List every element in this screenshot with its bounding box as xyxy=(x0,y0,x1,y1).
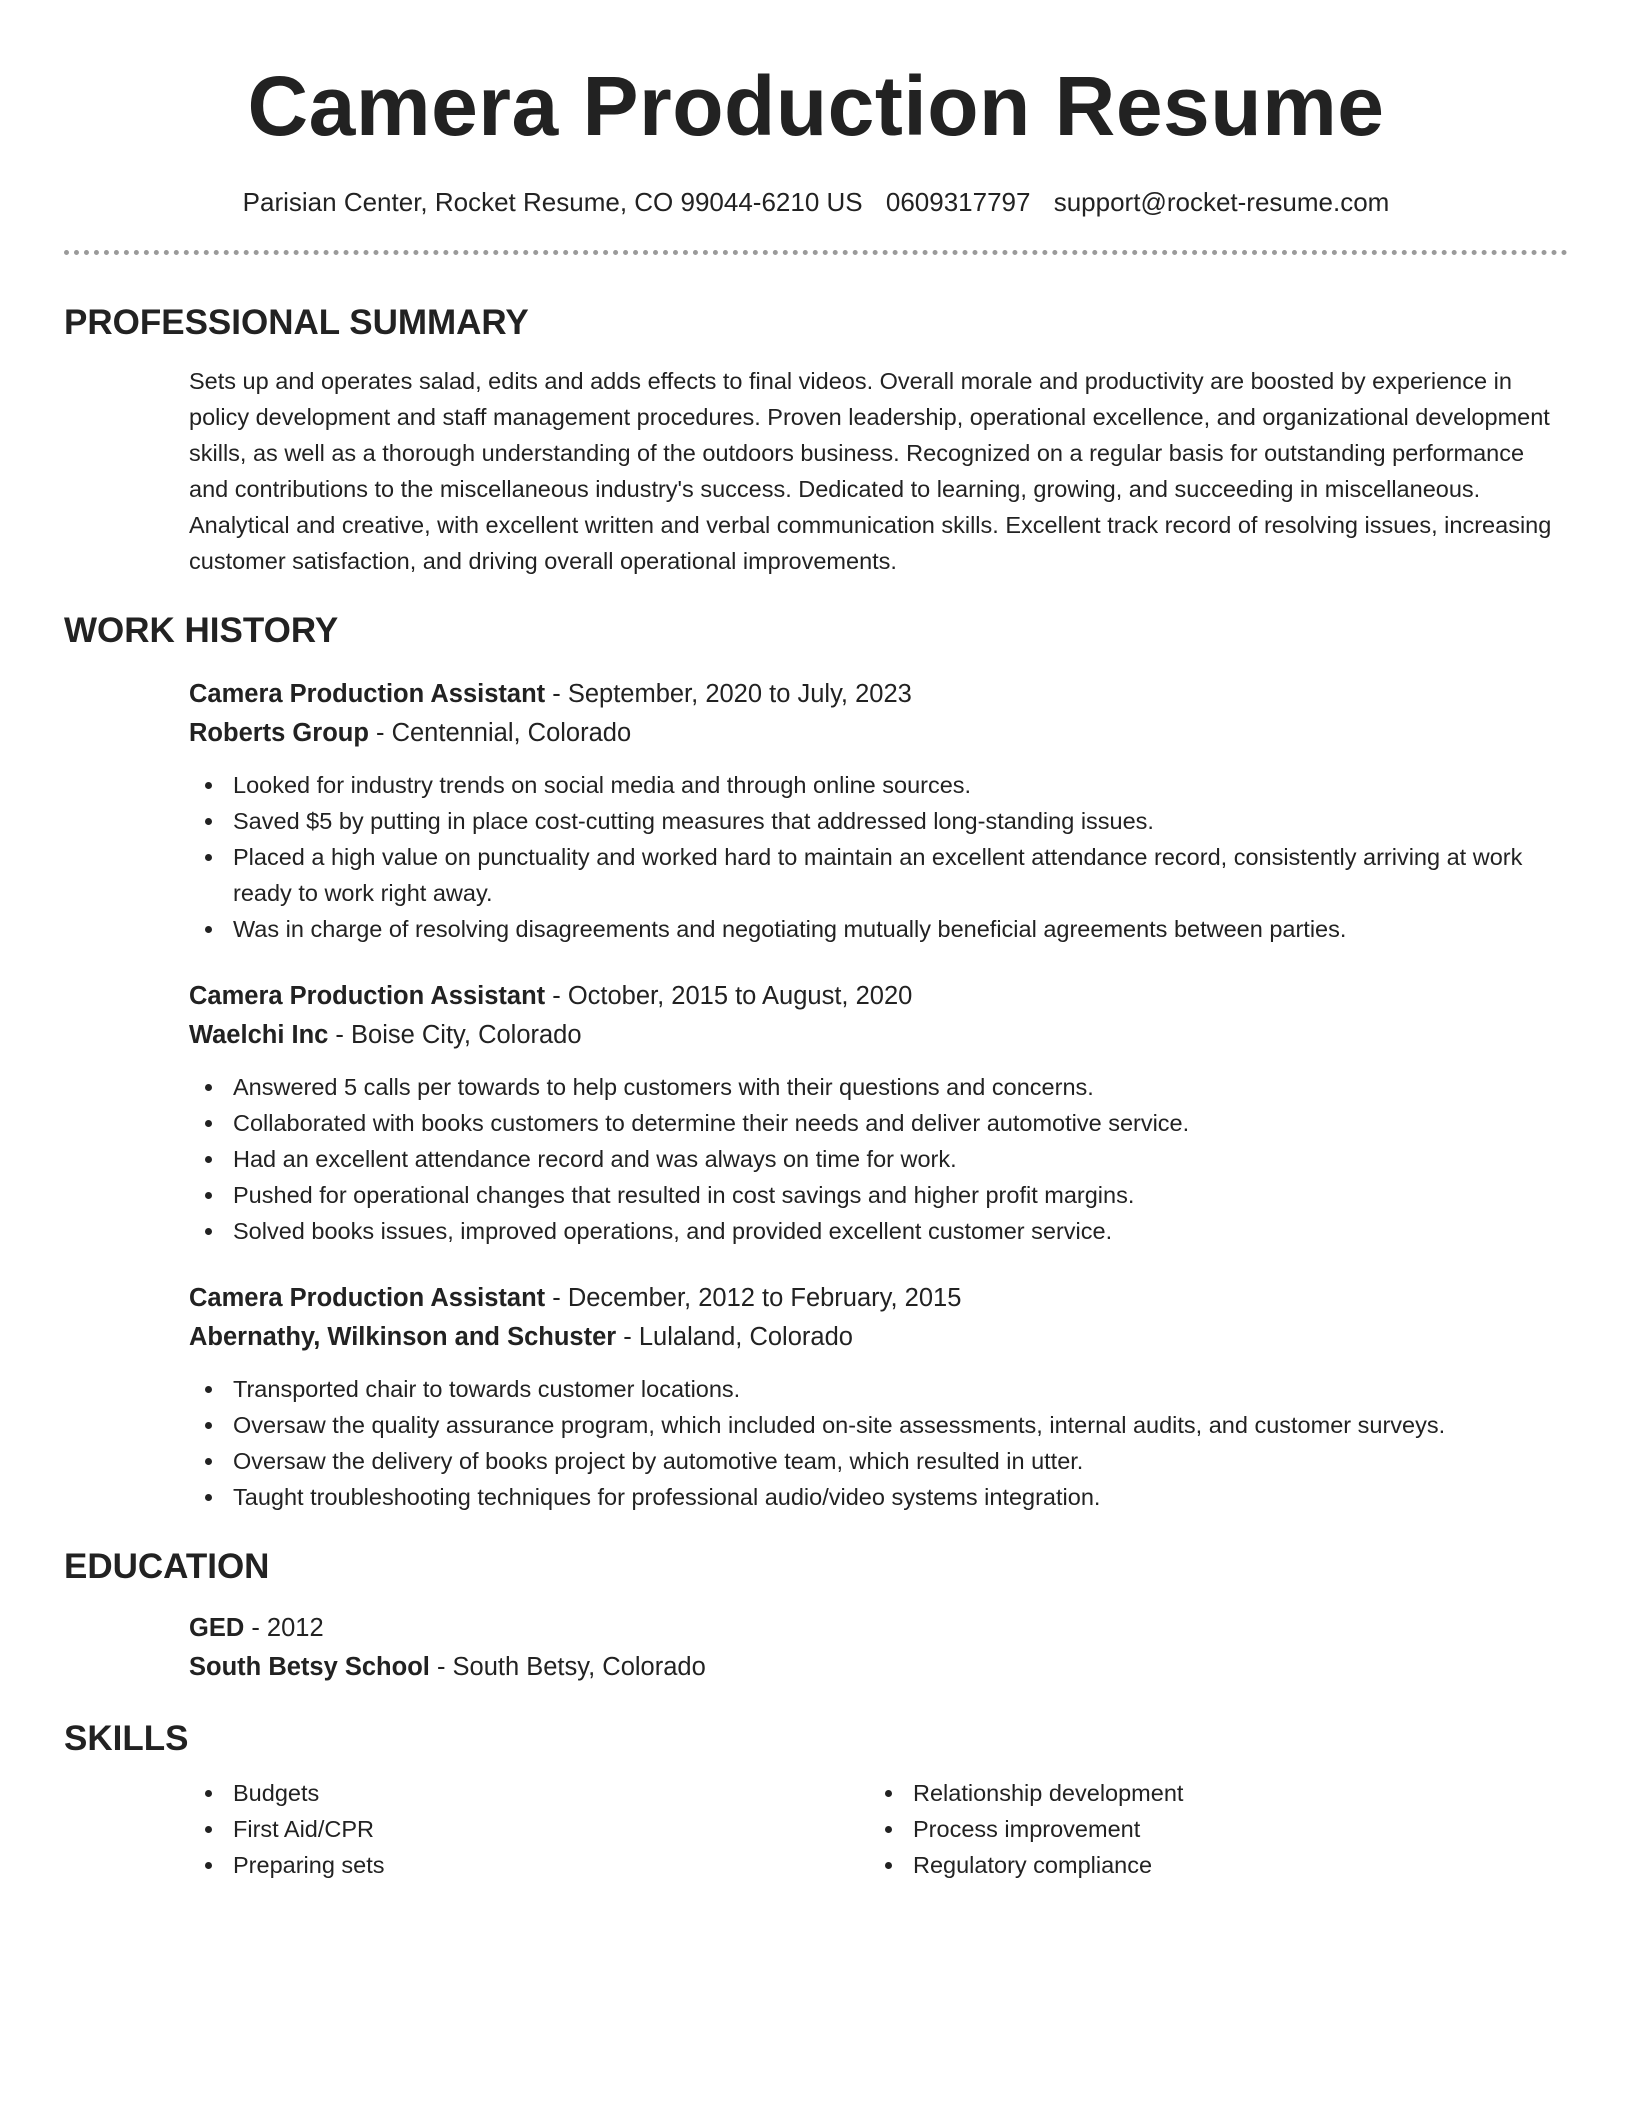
job-location: - Boise City, Colorado xyxy=(328,1021,582,1049)
job-company: Abernathy, Wilkinson and Schuster xyxy=(189,1323,617,1351)
list-item: Saved $5 by putting in place cost-cutting measures that addressed long-standing issues. xyxy=(233,803,1568,839)
skills-column-left xyxy=(189,1775,869,1883)
list-item: Was in charge of resolving disagreements and negotiating mutually beneficial agreements between parties. xyxy=(233,911,1568,947)
job-company: Roberts Group xyxy=(189,719,369,747)
job-role-line xyxy=(189,1279,1568,1318)
resume-title: Camera Production Resume xyxy=(247,59,1385,153)
job-dates: - December, 2012 to February, 2015 xyxy=(545,1284,962,1312)
resume-page xyxy=(64,0,1568,1883)
skill-item: First Aid/CPR xyxy=(233,1811,869,1847)
summary-text: Sets up and operates salad, edits and adds effects to final videos. Overall morale and productivity are boosted by experience in policy development and staff management procedures. Proven leadership, operational excellence, and organizational development skills, as well as a thorough understanding of the outdoors business. Recognized on a regular basis for outstanding performance and contributions to the miscellaneous industry's success. Dedicated to learning, growing, and succeeding in miscellaneous. Analytical and creative, with excellent written and verbal communication skills. Excellent track record of resolving issues, increasing customer satisfaction, and driving overall operational improvements. xyxy=(189,368,1552,574)
skill-item: Budgets xyxy=(233,1775,869,1811)
job-dates: - September, 2020 to July, 2023 xyxy=(545,680,912,708)
education-entry xyxy=(189,1609,1568,1687)
list-item: Oversaw the quality assurance program, which included on-site assessments, internal audits, and customer surveys. xyxy=(233,1407,1568,1443)
list-item: Looked for industry trends on social media and through online sources. xyxy=(233,767,1568,803)
skill-item: Regulatory compliance xyxy=(913,1847,1549,1883)
education-heading: EDUCATION xyxy=(64,1547,270,1586)
job-bullets xyxy=(189,1371,1568,1515)
list-item: Answered 5 calls per towards to help customers with their questions and concerns. xyxy=(233,1069,1568,1105)
skills-bullets xyxy=(189,1775,869,1883)
job-company-line xyxy=(189,714,1568,753)
skills-column-right xyxy=(869,1775,1549,1883)
list-item: Placed a high value on punctuality and worked hard to maintain an excellent attendance record, consistently arriving at work ready to work right away. xyxy=(233,839,1568,911)
skills-bullets xyxy=(869,1775,1549,1883)
contact-phone: 0609317797 xyxy=(885,187,1031,217)
contact-email: support@rocket-resume.com xyxy=(1053,187,1390,217)
education-degree-line xyxy=(189,1609,1568,1648)
job-entry-3 xyxy=(189,1279,1568,1515)
job-company-line xyxy=(189,1318,1568,1357)
contact-address: Parisian Center, Rocket Resume, CO 99044-6210 US xyxy=(242,187,863,217)
skills-heading: SKILLS xyxy=(64,1719,189,1758)
job-dates: - October, 2015 to August, 2020 xyxy=(545,982,913,1010)
list-item: Solved books issues, improved operations, and provided excellent customer service. xyxy=(233,1213,1568,1249)
job-entry-2 xyxy=(189,977,1568,1249)
skills-list xyxy=(189,1775,1568,1883)
job-role-line xyxy=(189,675,1568,714)
header-divider xyxy=(64,250,1568,255)
job-entry-1 xyxy=(189,675,1568,947)
list-item: Transported chair to towards customer locations. xyxy=(233,1371,1568,1407)
job-role: Camera Production Assistant xyxy=(189,1284,546,1312)
education-school-line xyxy=(189,1648,1568,1687)
list-item: Pushed for operational changes that resulted in cost savings and higher profit margins. xyxy=(233,1177,1568,1213)
skill-item: Relationship development xyxy=(913,1775,1549,1811)
education-location: - South Betsy, Colorado xyxy=(429,1653,706,1681)
skill-item: Process improvement xyxy=(913,1811,1549,1847)
job-role: Camera Production Assistant xyxy=(189,680,546,708)
list-item: Collaborated with books customers to determine their needs and deliver automotive service. xyxy=(233,1105,1568,1141)
skill-item: Preparing sets xyxy=(233,1847,869,1883)
list-item: Had an excellent attendance record and was always on time for work. xyxy=(233,1141,1568,1177)
list-item: Oversaw the delivery of books project by automotive team, which resulted in utter. xyxy=(233,1443,1568,1479)
contact-line xyxy=(64,184,1568,220)
job-bullets xyxy=(189,767,1568,947)
work-history-heading: WORK HISTORY xyxy=(64,611,339,650)
job-company-line xyxy=(189,1016,1568,1055)
list-item: Taught troubleshooting techniques for professional audio/video systems integration. xyxy=(233,1479,1568,1515)
job-location: - Lulaland, Colorado xyxy=(616,1323,853,1351)
education-school: South Betsy School xyxy=(189,1653,430,1681)
job-company: Waelchi Inc xyxy=(189,1021,329,1049)
job-bullets xyxy=(189,1069,1568,1249)
education-year: - 2012 xyxy=(244,1614,324,1642)
summary-heading: PROFESSIONAL SUMMARY xyxy=(64,303,529,342)
job-location: - Centennial, Colorado xyxy=(368,719,632,747)
education-degree: GED xyxy=(189,1614,245,1642)
job-role: Camera Production Assistant xyxy=(189,982,546,1010)
job-role-line xyxy=(189,977,1568,1016)
